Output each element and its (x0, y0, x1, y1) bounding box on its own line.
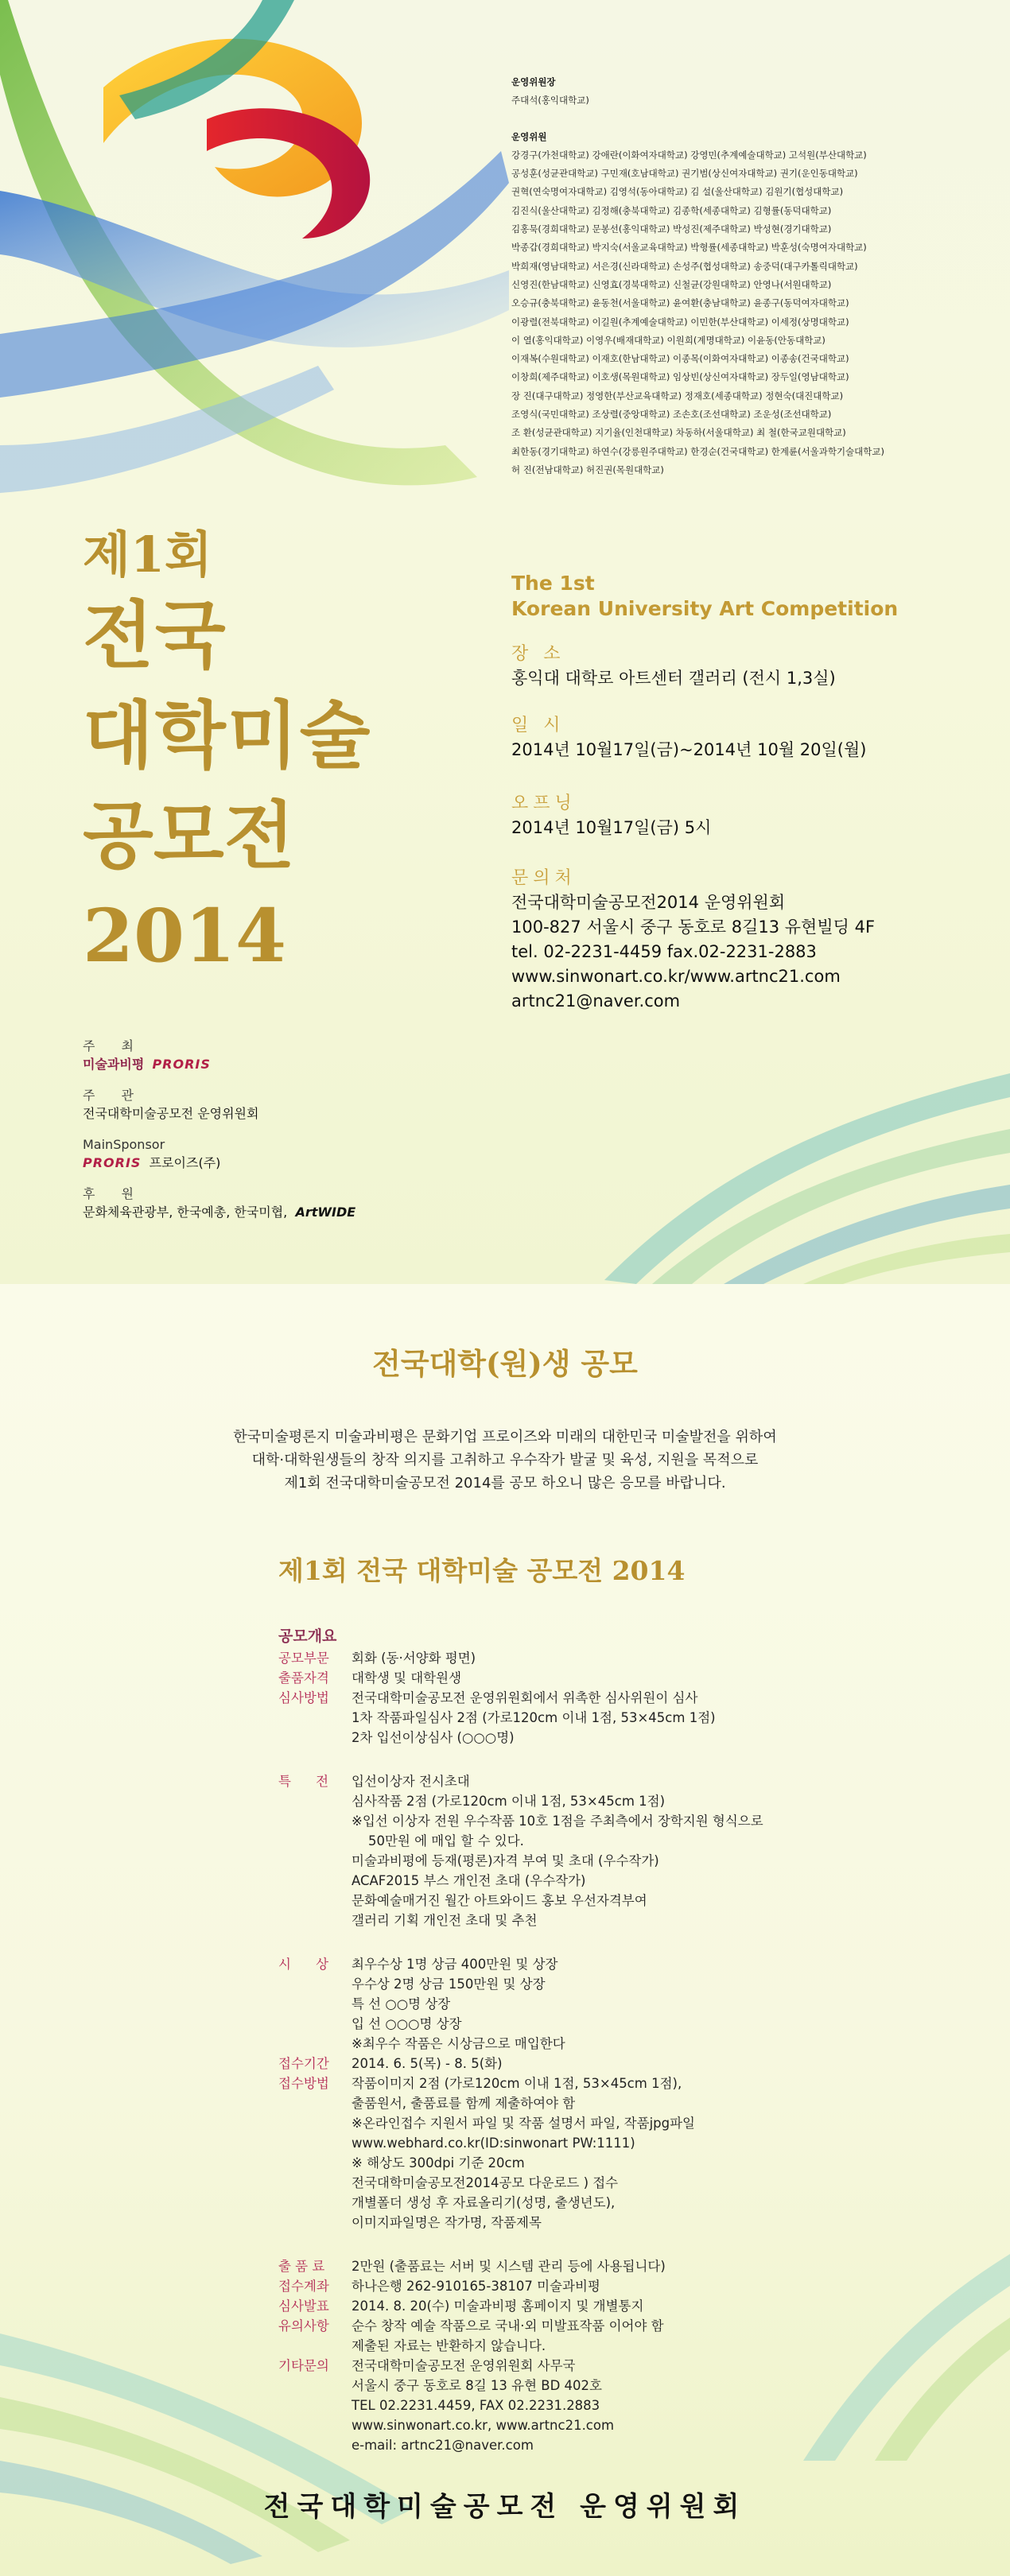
contact-line: 전국대학미술공모전2014 운영위원회 (511, 893, 786, 912)
ribbon-swirl-graphic (0, 0, 509, 604)
committee-member-line: 김진식(울산대학교) 김정해(충북대학교) 김종학(세종대학교) 김형률(동덕대학교) (511, 204, 832, 216)
section-heading: 공모개요 (278, 1627, 337, 1645)
detail-value-line: 문화예술매거진 월간 아트와이드 홍보 우선자격부여 (352, 1893, 647, 1908)
detail-value-line: 50만원 에 매입 할 수 있다. (352, 1833, 524, 1849)
contact-line: 100-827 서울시 중구 동호로 8길13 유현빌딩 4F (511, 918, 876, 937)
support-list: 문화체육관광부, 한국예총, 한국미협, (83, 1205, 288, 1220)
detail-value-line: 심사작품 2점 (가로120cm 이내 1점, 53×45cm 1점) (352, 1794, 666, 1809)
detail-value-line: 입 선 ○○○명 상장 (352, 2016, 462, 2031)
wave-decoration (740, 2222, 1010, 2461)
title-line3: 공모전 (83, 793, 295, 879)
detail-values (352, 2074, 915, 2233)
detail-value-line: 갤러리 기획 개인전 초대 및 추천 (352, 1913, 538, 1928)
detail-values (352, 1771, 915, 1930)
detail-value-line: www.sinwonart.co.kr, www.artnc21.com (352, 2418, 615, 2433)
detail-value-line: ※온라인접수 지원서 파일 및 작품 설명서 파일, 작품jpg파일 (352, 2116, 695, 2131)
english-title-line1: The 1st (511, 572, 595, 595)
detail-row (278, 1668, 915, 1688)
detail-label: 접수방법 (278, 2076, 329, 2091)
notice-intro (107, 1426, 903, 1495)
detail-value-line: ※ 해상도 300dpi 기준 20cm (352, 2155, 525, 2171)
opening-value: 2014년 10월17일(금) 5시 (511, 818, 712, 837)
detail-value-line: 2014. 8. 20(수) 미술과비평 홈페이지 및 개별통지 (352, 2299, 644, 2314)
detail-value-line: 2차 입선이상심사 (○○○명) (352, 1730, 515, 1745)
detail-values (352, 1688, 915, 1748)
committee-member-line: 오승규(충북대학교) 윤동천(서울대학교) 윤여환(충남대학교) 윤종구(동덕여자대학교) (511, 297, 849, 309)
detail-value-line: 미술과비평에 등재(평론)자격 부여 및 초대 (우수작가) (352, 1853, 659, 1868)
committee-member-line: 권혁(연숙명여자대학교) 김영석(동아대학교) 김 설(울산대학교) 김원기(협성대학교) (511, 186, 844, 198)
committee-member-line: 공성훈(성균관대학교) 구민재(호남대학교) 권기범(상신여자대학교) 권기(운인동대학교) (511, 168, 858, 180)
detail-label: 심사발표 (278, 2299, 329, 2314)
artwide-logo: ArtWIDE (295, 1205, 356, 1220)
contact-info (511, 867, 989, 1014)
detail-value-line: www.webhard.co.kr(ID:sinwonart PW:1111) (352, 2136, 635, 2151)
english-title-line2: Korean University Art Competition (511, 597, 899, 620)
contact-phone: tel. 02-2231-4459 fax.02-2231-2883 (511, 942, 817, 961)
detail-label: 시 상 (278, 1957, 340, 1972)
detail-value-line: 2만원 (출품료는 서버 및 시스템 관리 등에 사용됩니다) (352, 2259, 666, 2274)
detail-label: 특 전 (278, 1774, 340, 1789)
organizing-committee (511, 73, 989, 479)
detail-value-line: 특 선 ○○명 상장 (352, 1996, 451, 2012)
detail-label: 유의사항 (278, 2318, 329, 2334)
proris-logo: PRORIS (152, 1057, 211, 1072)
committee-member-line: 이재복(수원대학교) 이재호(한남대학교) 이종목(이화여자대학교) 이종송(건국대학교) (511, 353, 849, 365)
intro-line: 제1회 전국대학미술공모전 2014를 공모 하오니 많은 응모를 바랍니다. (284, 1475, 726, 1492)
main-sponsor-label: MainSponsor (83, 1137, 165, 1152)
period-label: 일 시 (511, 716, 565, 735)
detail-value-line: 서울시 중구 동호로 8길 13 유현 BD 402호 (352, 2378, 602, 2393)
detail-value-line: 순수 창작 예술 작품으로 국내·외 미발표작품 이어야 함 (352, 2318, 664, 2334)
detail-value-line: 전국대학미술공모전 운영위원회에서 위촉한 심사위원이 심사 (352, 1690, 698, 1705)
opening-info (511, 792, 989, 840)
detail-value-line: ※입선 이상자 전원 우수작품 10호 1점을 주최측에서 장학지원 형식으로 (352, 1814, 763, 1829)
host-label: 주 최 (83, 1038, 145, 1053)
committee-member-line: 김홍묵(경희대학교) 문봉선(홍익대학교) 박성진(제주대학교) 박성현(경기대학교) (511, 223, 832, 235)
detail-values (352, 1668, 915, 1688)
detail-value-line: 2014. 6. 5(목) - 8. 5(화) (352, 2056, 503, 2071)
detail-value-line: ACAF2015 부스 개인전 초대 (우수작가) (352, 1873, 586, 1888)
support-label: 후 원 (83, 1186, 145, 1201)
title-year: 2014 (83, 893, 287, 979)
detail-value-line: 1차 작품파일심사 2점 (가로120cm 이내 1점, 53×45cm 1점) (352, 1710, 716, 1725)
detail-value-line: 하나은행 262-910165-38107 미술과비평 (352, 2279, 600, 2294)
detail-value-line: 입선이상자 전시초대 (352, 1774, 470, 1789)
committee-members-title: 운영위원 (511, 130, 547, 142)
venue-label: 장 소 (511, 644, 565, 664)
proris-logo: PRORIS (83, 1155, 142, 1170)
wave-decoration (0, 2238, 557, 2576)
contact-website[interactable]: www.sinwonart.co.kr/www.artnc21.com (511, 967, 841, 986)
committee-member-line: 조영식(국민대학교) 조상렬(중앙대학교) 조손호(조선대학교) 조운성(조선대학교) (511, 409, 832, 421)
committee-member-line: 박희재(영남대학교) 서은경(신라대학교) 손성주(협성대학교) 송중덕(대구카톨릭대학교) (511, 260, 858, 272)
period-info (511, 714, 989, 762)
detail-label: 출 품 료 (278, 2259, 325, 2274)
support-value (83, 1203, 560, 1222)
intro-line: 대학·대학원생들의 창작 의지를 고취하고 우수작가 발굴 및 육성, 지원을 목적으로 (251, 1452, 759, 1468)
host-logos (83, 1055, 560, 1074)
detail-value-line: 회화 (동·서양화 평면) (352, 1651, 476, 1666)
notice-heading: 전국대학(원)생 공모 (372, 1346, 638, 1381)
committee-member-line: 박종갑(경희대학교) 박지숙(서울교육대학교) 박형률(세종대학교) 박훈성(숙명여자대학교) (511, 242, 867, 254)
detail-row (278, 2074, 915, 2233)
misulgwabipyeong-logo: 미술과비평 (83, 1057, 145, 1072)
detail-label: 접수기간 (278, 2056, 329, 2071)
period-value: 2014년 10월17일(금)~2014년 10월 20일(월) (511, 740, 867, 759)
committee-member-line: 신영진(한남대학교) 신영효(경북대학교) 신철균(강원대학교) 안영나(서원대학교) (511, 278, 832, 290)
detail-label: 접수계좌 (278, 2279, 329, 2294)
wave-decoration (604, 1026, 1010, 1284)
detail-value-line: 최우수상 1명 상금 400만원 및 상장 (352, 1957, 558, 1972)
detail-row (278, 1771, 915, 1930)
call-for-entries-section (0, 1284, 1010, 2576)
title-line1: 전국 (83, 592, 227, 678)
organizer-value: 전국대학미술공모전 운영위원회 (83, 1106, 259, 1121)
detail-values (352, 1954, 915, 2054)
detail-row (278, 2054, 915, 2074)
english-title (511, 571, 898, 622)
title-line2: 대학미술 (83, 692, 372, 778)
detail-value-line: 개별폴더 생성 후 자료올리기(성명, 출생년도), (352, 2195, 616, 2210)
committee-member-line: 강경구(가천대학교) 강애란(이화여자대학교) 강영민(추계예술대학교) 고석원(부산대학교) (511, 149, 867, 161)
venue-info (511, 642, 989, 691)
detail-value-line: 전국대학미술공모전 운영위원회 사무국 (352, 2358, 576, 2373)
notice-subtitle: 제1회 전국 대학미술 공모전 2014 (278, 1555, 686, 1586)
detail-value-line: 출품원서, 출품료를 함께 제출하여야 함 (352, 2096, 576, 2111)
detail-value-line: 이미지파일명은 작가명, 작품제목 (352, 2215, 542, 2230)
title-edition: 제1회 (83, 526, 212, 584)
detail-values (352, 2054, 915, 2074)
committee-member-line: 이 열(홍익대학교) 이영우(배재대학교) 이원희(계명대학교) 이윤동(안동대학교) (511, 334, 825, 346)
detail-label: 기타문의 (278, 2358, 329, 2373)
intro-line: 한국미술평론지 미술과비평은 문화기업 프로이즈와 미래의 대한민국 미술발전을 위하여 (233, 1429, 777, 1445)
committee-member-line: 허 진(전남대학교) 허진권(목원대학교) (511, 464, 664, 475)
main-sponsor-name: 프로이즈(주) (149, 1155, 221, 1170)
competition-title (83, 525, 372, 986)
sponsors-block (83, 1038, 560, 1235)
contact-email[interactable]: artnc21@naver.com (511, 991, 681, 1011)
detail-values (352, 1648, 915, 1668)
detail-row (278, 1648, 915, 1668)
main-sponsor-value (83, 1154, 560, 1173)
committee-member-line: 이광렬(전북대학교) 이길원(추계예술대학교) 이민한(부산대학교) 이세정(상명대학교) (511, 316, 849, 328)
committee-chair-title: 운영위원장 (511, 76, 556, 87)
detail-label: 심사방법 (278, 1690, 329, 1705)
organizer-label: 주 관 (83, 1088, 145, 1103)
committee-member-line: 최한동(경기대학교) 하연수(강릉원주대학교) 한경순(건국대학교) 한계륜(서울과학기술대학교) (511, 445, 884, 457)
detail-value-line: 제출된 자료는 반환하지 않습니다. (352, 2338, 546, 2353)
committee-member-line: 조 환(성균관대학교) 지기율(인천대학교) 차동하(서울대학교) 최 철(한국교원대학교) (511, 427, 846, 439)
organizing-committee-footer: 전국대학미술공모전 운영위원회 (263, 2491, 747, 2523)
venue-value: 홍익대 대학로 아트센터 갤러리 (전시 1,3실) (511, 669, 836, 688)
detail-value-line: 우수상 2명 상금 150만원 및 상장 (352, 1977, 546, 1992)
detail-value-line: 대학생 및 대학원생 (352, 1670, 462, 1686)
detail-value-line: ※최우수 작품은 시상금으로 매입한다 (352, 2036, 565, 2051)
committee-member-line: 장 진(대구대학교) 정영한(부산교육대학교) 정재호(세종대학교) 정현숙(대진대학교) (511, 390, 844, 402)
committee-chair: 주대석(홍익대학교) (511, 95, 589, 107)
detail-value-line: 전국대학미술공모전2014공모 다운로드 ) 접수 (352, 2175, 619, 2190)
detail-label: 출품자격 (278, 1670, 329, 1686)
detail-value-line: 작품이미지 2점 (가로120cm 이내 1점, 53×45cm 1점), (352, 2076, 682, 2091)
contact-label: 문의처 (511, 868, 577, 888)
row-spacer (278, 1930, 915, 1954)
detail-row (278, 1688, 915, 1748)
committee-members-list (511, 146, 989, 479)
committee-member-line: 이창희(제주대학교) 이호생(목원대학교) 임상빈(상신여자대학교) 장두일(영남대학교) (511, 371, 849, 383)
row-spacer (278, 1748, 915, 1771)
detail-value-line: e-mail: artnc21@naver.com (352, 2438, 534, 2453)
detail-row (278, 1954, 915, 2054)
detail-label: 공모부문 (278, 1651, 329, 1666)
opening-label: 오프닝 (511, 793, 577, 813)
poster-section (0, 0, 1010, 1284)
detail-value-line: TEL 02.2231.4459, FAX 02.2231.2883 (352, 2398, 600, 2413)
